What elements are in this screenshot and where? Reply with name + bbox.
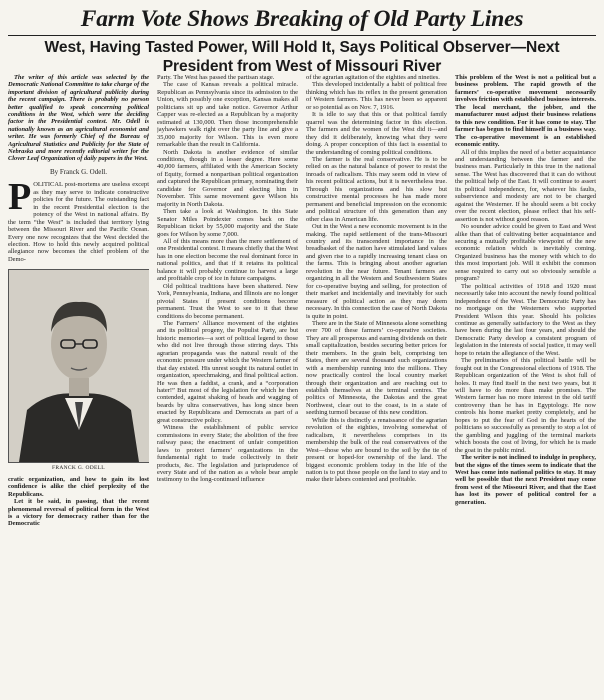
- byline: By Franck G. Odell.: [50, 167, 107, 176]
- article-columns: [8, 74, 596, 696]
- subheadline: West, Having Tasted Power, Will Hold It, Says Political Observer—Next President from West of Missouri River: [44, 39, 560, 75]
- lead-text: OLITICAL post-mortems are useless except as they may serve to indicate constructive policies for the future. The outstanding fact in the recent Presidential election is the potency of the West in national affairs. By the term “the West” is included that territory lying between the Missouri River and the Pacific Ocean. Every one now recognizes that the West decided the election. How to hold this newly acquired political allegiance now becomes the chief problem of the Demo-: [8, 181, 149, 263]
- paragraph: cratic organization, and how to gain its lost confidence is alike the chief perplexity of the Republicans.: [8, 475, 149, 498]
- lead-paragraph: [8, 176, 149, 263]
- column-2: [157, 74, 298, 696]
- paragraph: All of this means more than the mere settlement of one Presidential contest. It means chiefly that the West has in one election become the real dominant force in national politics, and that if it retains its political balance it will probably continue to harvest a large and profitable crop of ice in future campaigns.: [157, 237, 298, 283]
- column-4: [455, 74, 596, 696]
- paragraph: While this is distinctly a renaissance of the agrarian revolution of the eighties, involving somewhat of radicalism, it nevertheless comprises in its membership the bulk of the real conservatives of the West—those who are bound to the soil by the tie of present or hoped-for ownership of the land. The biggest economic problem today in the life of the nation is to put those people on the land to stay and to make their labors contented and profitable.: [306, 416, 447, 484]
- paragraph: This problem of the West is not a political but a business problem. The rapid growth of the farmers’ co-operative movement necessarily involves friction with established business interests. The local merchant, the jobber, and the manufacturer must adjust their business relations to this new condition. For it has come to stay. The farmer has begun to find himself in a business way. The co-operative movement is an established economic entity.: [455, 74, 596, 149]
- headline-rule: [8, 35, 596, 36]
- headline: Farm Vote Shows Breaking of Old Party Lines: [80, 6, 524, 32]
- paragraph: The preliminaries of this political battle will be fought out in the Congressional elections of 1918. The Republican organization of the West is shot full of holes. It may find itself in the next two years, but it will have to do more than make promises. The Western farmer has no more interest in the old tariff controversy than he has in Egyptology. He now controls his home market pretty completely, and he hopes to put the fear of God in the hearts of the politicians so successfully as presently to stop a lot of the gambling and juggling of the terminal markets which boosts the cost of living, for which he is made the goat in the public mind.: [455, 357, 596, 454]
- photo-caption: FRANCK G. ODELL: [52, 465, 105, 472]
- paragraph: North Dakota is another evidence of similar conditions, though in a lesser degree. Here some 40,000 farmers, affiliated with the American Society of Equity, formed a nonpartisan political organization and captured the Republican primary, nominating their candidate for Governor and electing him in November. This same movement gave Wilson his majority in North Dakota.: [157, 148, 298, 208]
- paragraph: The political activities of 1918 and 1920 must necessarily take into account the newly found political independence of the West. The Democratic Party has no mortgage on the Westerners who supported President Wilson this year. Should his policies continue as generally satisfactory to the West as they have been during the last four years, and should the Democratic Party develop a consistent program of legislation in the interests of social justice, it may well hope to retain the allegiance of the West.: [455, 282, 596, 357]
- paragraph: It is idle to say that this or that political family quarrel was the determining factor in this election. The farmers and the women of the West did it—and they did it deliberately, knowing what they were doing. A proper conception of this fact is essential to the understanding of coming political conditions.: [306, 111, 447, 156]
- portrait-illustration: [9, 270, 149, 462]
- drop-cap: P: [8, 176, 32, 219]
- paragraph: The writer is not inclined to indulge in prophecy, but the signs of the times seem to indicate that the West has come into national politics to stay. It may well be possible that the next President may come from west of the Missouri River, and that the East has lost its power of political control for a generation.: [455, 454, 596, 506]
- paragraph: There are in the State of Minnesota alone something over 700 of these farmers’ co-operative societies. They are all prosperous and earning dividends on their small capitalization, besides securing better prices for their members. In the grain belt, comprising ten States, there are several thousand such organizations with a membership running into the millions. They now practically control the local country market through their organization and are reaching out to establish themselves at the terminal centres. The politics of Minnesota, the Dakotas and the great Northwest, clear out to the coast, is in a state of seething turmoil because of this new condition.: [306, 319, 447, 417]
- paragraph: Old political traditions have been shattered. New York, Pennsylvania, Indiana, and Illinois are no longer pivotal States if present conditions become permanent. Trust the West to see to it that these conditions do become permanent.: [157, 282, 298, 320]
- paragraph: The case of Kansas reveals a political miracle. Republican as Pennsylvania since its admission to the Union, with possibly one exception, Kansas makes all politicians sit up and take notice. Governor Arthur Capper was re-elected as a Republican by a majority estimated at 130,000. Then those incomprehensible jayhawkers walk right over the party line and give a 35,000 majority for Wilson. This is even more remarkable than the result in California.: [157, 81, 298, 149]
- paragraph: Out in the West a new economic movement is in the making. The rapid settlement of the trans-Missouri country and its transcendent importance in the breadbasket of the nation have stimulated land values and given rise to a rapidly increasing tenant class on the farms. This is bringing about another agrarian revolution in the near future. Tenant farmers are organizing in all the Western and Southwestern States for co-operative buying and selling, for protection of their market and incidentally and inevitably for such measure of political action as they may deem necessary. In this connection the case of North Dakota is quite in point.: [306, 223, 447, 320]
- editor-note: The writer of this article was selected by the Democratic National Committee to take charge of the important division of agricultural publicity during the recent campaign. There is probably no person better qualified to speak concerning political conditions in the West, which were the deciding factor in the Presidential contest. Mr. Odell is nationally known as an agricultural economist and writer. He was formerly Chief of the Bureau of Agricultural Statistics and Publicity for the State of Nebraska and more recently editorial writer for the Clover Leaf Organization of daily papers in the West.: [8, 74, 149, 163]
- author-portrait: [8, 269, 149, 463]
- paragraph: Party. The West has passed the partisan stage.: [157, 74, 275, 81]
- column-1: [8, 74, 149, 696]
- column-3: [306, 74, 447, 696]
- paragraph: This developed incidentally a habit of political free thinking which has its reflex in the present generation of Western farmers. This has never been so apparent or so potential as on Nov. 7, 1916.: [306, 81, 447, 111]
- paragraph: All of this implies the need of a better acquaintance and understanding between the farmer and the business man. Particularly in this true in the national sense. The West has discovered that it can do without the political help of the East. It will continue to assert its political independence, for, whatever his faults, subservience and modesty are not to be charged against the Westerner. If he should seem a bit cocky over the recent election, please reflect that his self-assertion is not without good reason.: [455, 148, 596, 223]
- paragraph: Witness the establishment of public service commissions in every State; the abolition of the free railway pass; the enactment of unfair competition laws to protect farmers’ organizations in the fundamental right to trade collectively in their products, &c. The legislation and jurisprudence of every State and of the nation as a whole bear ample testimony to the long-continued influence: [157, 424, 298, 484]
- paragraph: Let it be said, in passing, that the recent phenomenal reversal of political form in the West is a victory for democracy rather than for the Democratic: [8, 498, 149, 528]
- paragraph: The Farmers’ Alliance movement of the eighties and its political progeny, the Populist Party, are but historic memories—a sort of political legend to those who did not live through those stirring days. This agrarian propaganda was the natural result of the economic pressure under which the Western farmer of that day existed. His unrest sought its natural outlet in organization, speechmaking, and final political action. He was then a faddist, a crank, and a “corporation hater!” But most of the legislation for which he then contended, against shaking of heads and wagging of beards by ultra conservatives, has long since been enacted by Republicans and Democrats as part of a great constructive policy.: [157, 319, 298, 424]
- paragraph: of the agrarian agitation of the eighties and nineties.: [306, 74, 440, 81]
- paragraph: No sounder advice could be given to East and West alike than that of cultivating better acquaintance and securing a mutually profitable viewpoint of the new economic relation which is inevitably coming. Organized business has the money with which to do this most important job. Will it exhibit the common sense required to carry out so obviously sensible a program?: [455, 223, 596, 283]
- paragraph: Then take a look at Washington. In this State Senator Miles Poindexter comes back on the Republican ticket by 55,000 majority and the State goes for Wilson by some 7,000.: [157, 208, 298, 238]
- paragraph: The farmer is the real conservative. He is to be relied on as the natural balance of power to resist the inroads of radicalism. This may seem odd in view of his recent political actions, but it is nevertheless true. Through his organizations and his slow but constructive mental processes he has made more permanent and beneficial impression on the economic and political structure of this generation than any other class in American life.: [306, 155, 447, 223]
